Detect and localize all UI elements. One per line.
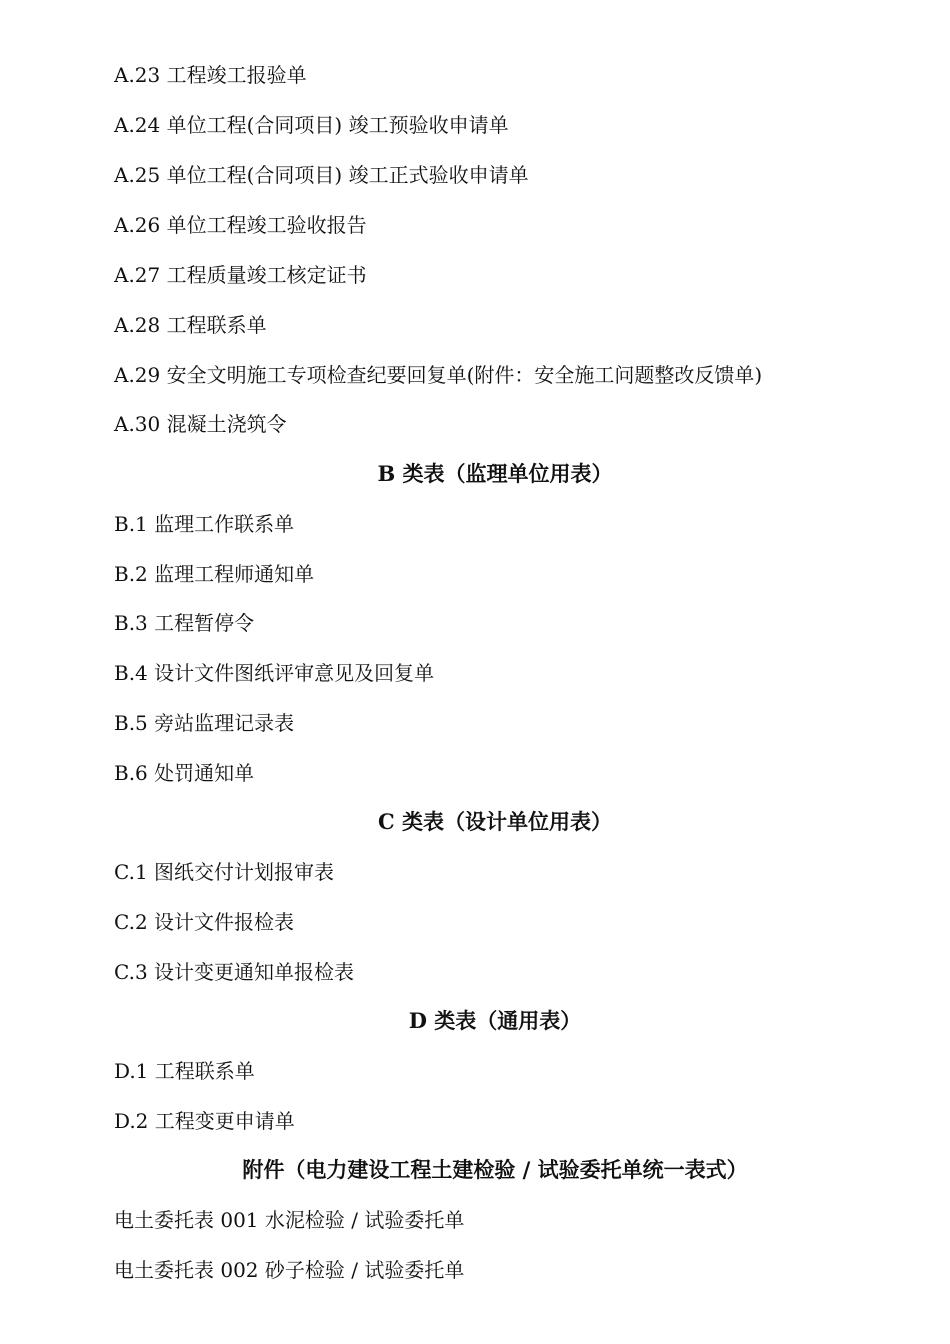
list-item-a25: A.25 单位工程(合同项目) 竣工正式验收申请单 bbox=[114, 163, 529, 187]
list-item-b2: B.2 监理工程师通知单 bbox=[114, 562, 315, 586]
list-item-a24: A.24 单位工程(合同项目) 竣工预验收申请单 bbox=[114, 113, 509, 137]
list-item-b5: B.5 旁站监理记录表 bbox=[114, 711, 295, 735]
list-item-c1: C.1 图纸交付计划报审表 bbox=[114, 860, 335, 884]
section-heading-c: C 类表（设计单位用表） bbox=[377, 809, 613, 834]
list-item-d1: D.1 工程联系单 bbox=[114, 1059, 255, 1083]
list-item-a28: A.28 工程联系单 bbox=[114, 313, 267, 337]
list-item-b6: B.6 处罚通知单 bbox=[114, 761, 255, 785]
list-item-c3: C.3 设计变更通知单报检表 bbox=[114, 960, 355, 984]
list-item-annex-002: 电土委托表 002 砂子检验 / 试验委托单 bbox=[114, 1258, 465, 1282]
list-item-b4: B.4 设计文件图纸评审意见及回复单 bbox=[114, 661, 435, 685]
list-item-d2: D.2 工程变更申请单 bbox=[114, 1109, 295, 1133]
list-item-a23: A.23 工程竣工报验单 bbox=[114, 63, 307, 87]
section-heading-d: D 类表（通用表） bbox=[408, 1008, 582, 1033]
list-item-b1: B.1 监理工作联系单 bbox=[114, 512, 295, 536]
list-item-b3: B.3 工程暂停令 bbox=[114, 611, 255, 635]
section-heading-annex: 附件（电力建设工程土建检验 / 试验委托单统一表式） bbox=[242, 1157, 748, 1182]
list-item-a29: A.29 安全文明施工专项检查纪要回复单(附件：安全施工问题整改反馈单) bbox=[114, 363, 763, 387]
section-heading-b: B 类表（监理单位用表） bbox=[377, 461, 613, 486]
list-item-a27: A.27 工程质量竣工核定证书 bbox=[114, 263, 367, 287]
list-item-a30: A.30 混凝土浇筑令 bbox=[114, 412, 287, 436]
list-item-c2: C.2 设计文件报检表 bbox=[114, 910, 295, 934]
list-item-a26: A.26 单位工程竣工验收报告 bbox=[114, 213, 367, 237]
list-item-annex-001: 电土委托表 001 水泥检验 / 试验委托单 bbox=[114, 1208, 465, 1232]
